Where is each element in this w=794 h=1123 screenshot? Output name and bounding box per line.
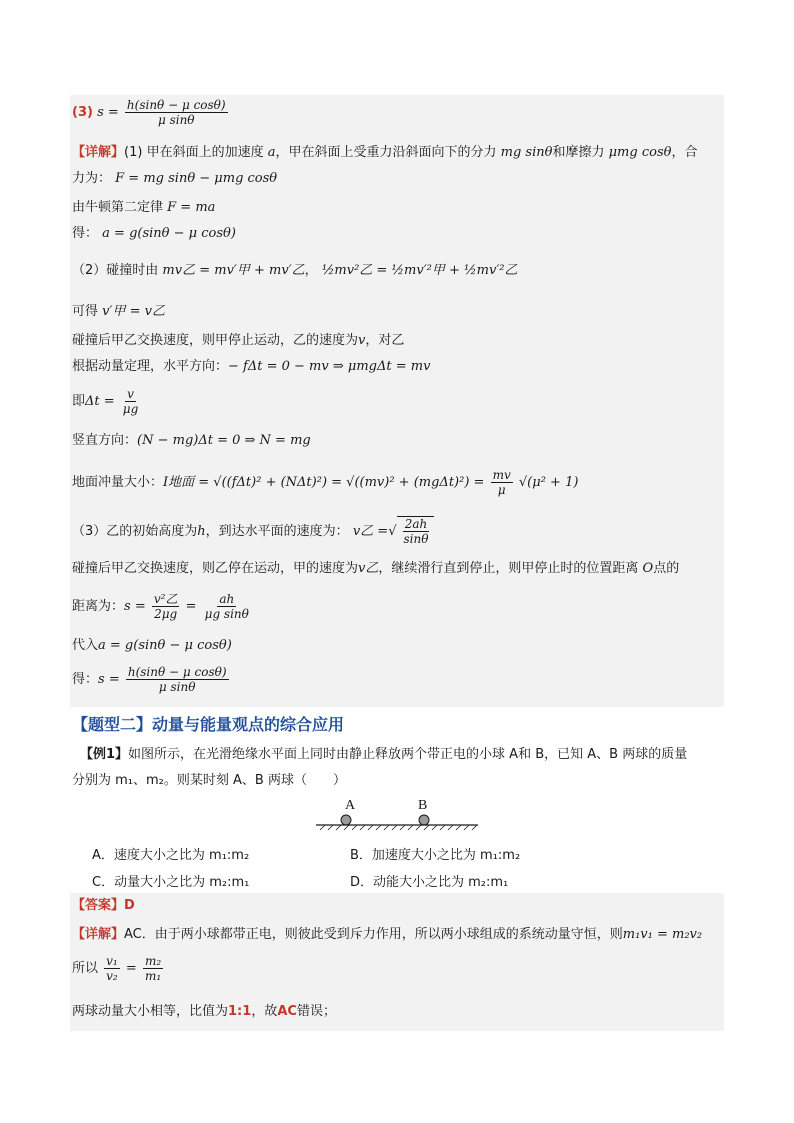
- example-tag: 【例1】: [80, 747, 129, 762]
- answer-detail-line-3: 两球动量大小相等，比值为1:1，故AC错误；: [72, 1004, 336, 1019]
- option-c[interactable]: C．动量大小之比为 m₂:m₁: [92, 875, 250, 890]
- question-line-2: 分别为 m₁、m₂。则某时刻 A、B 两球（ ）: [72, 773, 346, 788]
- detail-line-9: 即Δt = $\frac{v}{\mu g}$: [72, 387, 139, 416]
- detail-tag: 【详解】: [72, 927, 125, 942]
- figure-two-balls-on-surface: [312, 795, 482, 831]
- ball-a: [341, 815, 351, 825]
- detail-line-4: 得： a = g(sinθ − μ cosθ): [72, 226, 236, 241]
- detail-line-15: 代入a = g(sinθ − μ cosθ): [72, 638, 232, 653]
- detail-line-13: 碰撞后甲乙交换速度，则乙停在运动，甲的速度为v乙，继续滑行直到停止，则甲停止时的位置距离 O点的: [72, 561, 680, 576]
- fraction: $\frac{\text{v²乙}}{2\mu g}$: [153, 592, 178, 621]
- ball-b: [419, 815, 429, 825]
- detail-line-11: 地面冲量大小：I地面 = √((fΔt)² + (NΔt)²) = √((mv)² + (mgΔt)²) = $\frac{mv}{\mu}$ √(μ² + 1): [72, 468, 579, 497]
- fraction: $\frac{2ah}{\sin\theta}$: [403, 517, 429, 546]
- figure-label-a: A: [345, 798, 356, 813]
- option-d[interactable]: D．动能大小之比为 m₂:m₁: [350, 875, 509, 890]
- detail-line-2: 力为： F = mg sinθ − μmg cosθ: [72, 171, 278, 186]
- fraction: $\frac{ah}{\text{μg sinθ}}$: [204, 592, 249, 621]
- section-heading: 【题型二】动量与能量观点的综合应用: [72, 715, 345, 734]
- fraction: $\frac{mv}{\mu}$: [492, 468, 511, 497]
- answer-line: [72, 897, 135, 915]
- option-a[interactable]: A．速度大小之比为 m₁:m₂: [92, 848, 250, 863]
- ground-hatching: [320, 825, 477, 830]
- option-b[interactable]: B．加速度大小之比为 m₁:m₂: [350, 848, 521, 863]
- detail-line-8: 根据动量定理，水平方向：− fΔt = 0 − mv ⇒ μmgΔt = mv: [72, 359, 431, 374]
- detail-line-1: 【详解】(1) 甲在斜面上的加速度 a，甲在斜面上受重力沿斜面向下的分力 mg sinθ和摩擦力 μmg cosθ，合: [72, 145, 698, 160]
- detail-line-7: 碰撞后甲乙交换速度，则甲停止运动，乙的速度为v，对乙: [72, 333, 405, 348]
- fraction: $\frac{\text{h(sinθ − μ cosθ)}}{\text{μ sinθ}}$: [127, 665, 227, 694]
- detail-line-6: 可得 v′甲 = v乙: [72, 304, 165, 319]
- answer-detail-line-1: 【详解】AC．由于两小球都带正电，则彼此受到斥力作用，所以两小球组成的系统动量守恒，则m₁v₁ = m₂v₂: [72, 927, 703, 942]
- detail-tag: 【详解】: [72, 145, 125, 160]
- detail-line-14: 距离为：s = $\frac{\text{v²乙}}{2\mu g}$ = $\frac{ah}{\text{μg sinθ}}$: [72, 592, 249, 621]
- fraction: $\frac{v}{\mu g}$: [122, 387, 139, 416]
- fraction: $\frac{\text{m₂}}{\text{m₁}}$: [144, 954, 162, 983]
- question-line-1: 【例1】如图所示，在光滑绝缘水平面上同时由静止释放两个带正电的小球 A和 B，已知 A、B 两球的质量: [80, 747, 688, 762]
- fraction: $\frac{\text{h(sinθ − μ cosθ)}}{\text{μ sinθ}}$: [126, 98, 226, 127]
- figure-label-b: B: [418, 798, 428, 813]
- answer-value: D: [124, 898, 135, 913]
- detail-line-3: 由牛顿第二定律 F = ma: [72, 200, 216, 215]
- detail-line-5: （2）碰撞时由 mv乙 = mv′甲 + mv′乙， ½mv²乙 = ½mv′²甲 + ½mv′²乙: [72, 263, 518, 278]
- detail-line-12: （3）乙的初始高度为h，到达水平面的速度为： v乙 =√ $\frac{2ah}{\sin\theta}$: [72, 516, 434, 546]
- detail-line-16: 得：s = $\frac{\text{h(sinθ − μ cosθ)}}{\text{μ sinθ}}$: [72, 665, 227, 694]
- fraction: $\frac{\text{v₁}}{\text{v₂}}$: [106, 954, 118, 983]
- solution-3-result: (3) s = $\frac{\text{h(sinθ − μ cosθ)}}{\text{μ sinθ}}$: [72, 98, 226, 127]
- detail-line-10: 竖直方向：(N − mg)Δt = 0 ⇒ N = mg: [72, 433, 311, 448]
- answer-detail-line-2: 所以 $\frac{\text{v₁}}{\text{v₂}}$ = $\frac{\text{m₂}}{\text{m₁}}$: [72, 954, 162, 983]
- answer-tag: 【答案】: [72, 898, 125, 913]
